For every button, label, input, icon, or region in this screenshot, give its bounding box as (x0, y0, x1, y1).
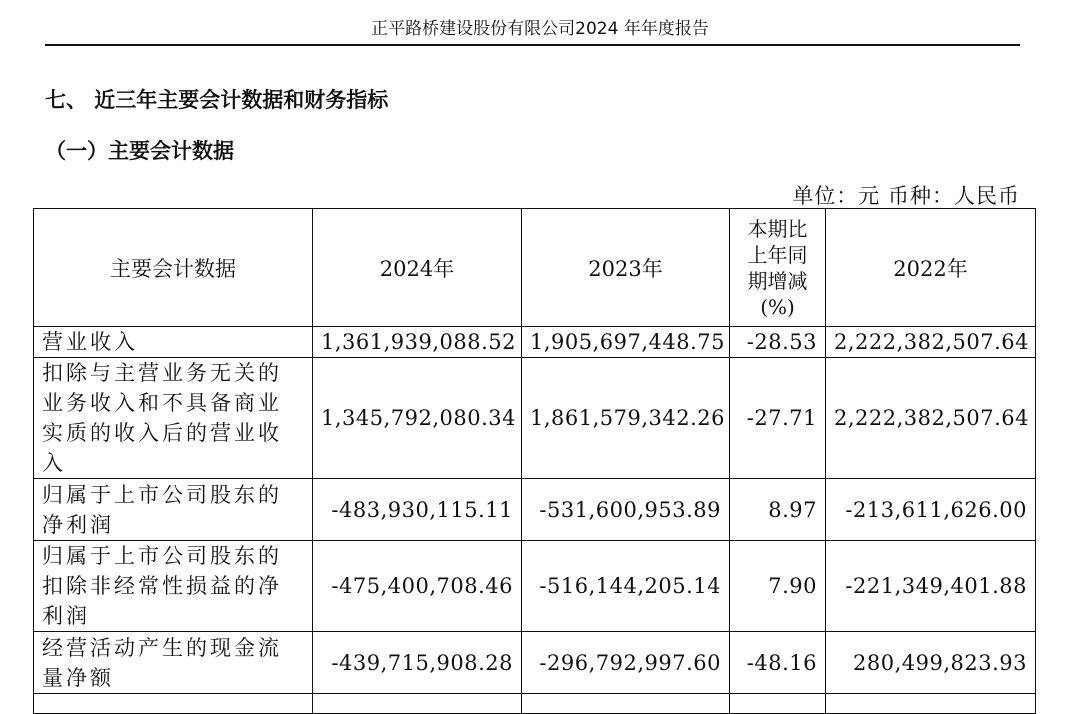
row-label: 扣除与主营业务无关的业务收入和不具备商业实质的收入后的营业收入 (34, 358, 313, 479)
header-2022: 2022年 (826, 209, 1036, 327)
header-change: 本期比上年同期增减(%) (730, 209, 826, 327)
cell-2022: 280,499,823.93 (826, 632, 1036, 694)
cell-2024: -439,715,908.28 (313, 632, 522, 694)
cell-2024: 1,345,792,080.34 (313, 358, 522, 479)
table-row (34, 479, 1036, 541)
cell-2022: -221,349,401.88 (826, 541, 1036, 632)
table-row-partial (34, 694, 1036, 714)
table-row (34, 327, 1036, 358)
cell-2022: 2,222,382,507.64 (826, 358, 1036, 479)
cell-2022: 2,222,382,507.64 (826, 327, 1036, 358)
table-row (34, 541, 1036, 632)
row-label: 营业收入 (34, 327, 313, 358)
cell-change: 8.97 (730, 479, 826, 541)
cell-change: -48.16 (730, 632, 826, 694)
table-row (34, 358, 1036, 479)
row-label: 归属于上市公司股东的净利润 (34, 479, 313, 541)
cell-change: -27.71 (730, 358, 826, 479)
cell-change: -28.53 (730, 327, 826, 358)
accounting-data-table (33, 208, 1036, 714)
report-header: 正平路桥建设股份有限公司2024 年年度报告 (371, 19, 709, 39)
section-title: 七、 近三年主要会计数据和财务指标 (45, 88, 389, 112)
table-row (34, 632, 1036, 694)
cell-2024: -475,400,708.46 (313, 541, 522, 632)
header-2023: 2023年 (522, 209, 730, 327)
unit-note: 单位：元 币种：人民币 (792, 184, 1020, 208)
row-label: 经营活动产生的现金流量净额 (34, 632, 313, 694)
row-label: 归属于上市公司股东的扣除非经常性损益的净利润 (34, 541, 313, 632)
cell-2023: 1,861,579,342.26 (522, 358, 730, 479)
header-divider (45, 44, 1020, 46)
cell-2022: -213,611,626.00 (826, 479, 1036, 541)
cell-change: 7.90 (730, 541, 826, 632)
cell-2024: -483,930,115.11 (313, 479, 522, 541)
table-header-row (34, 209, 1036, 327)
subsection-title: （一）主要会计数据 (45, 139, 234, 163)
cell-2023: 1,905,697,448.75 (522, 327, 730, 358)
cell-2023: -516,144,205.14 (522, 541, 730, 632)
header-item: 主要会计数据 (34, 209, 313, 327)
cell-2024: 1,361,939,088.52 (313, 327, 522, 358)
header-2024: 2024年 (313, 209, 522, 327)
cell-2023: -531,600,953.89 (522, 479, 730, 541)
cell-2023: -296,792,997.60 (522, 632, 730, 694)
